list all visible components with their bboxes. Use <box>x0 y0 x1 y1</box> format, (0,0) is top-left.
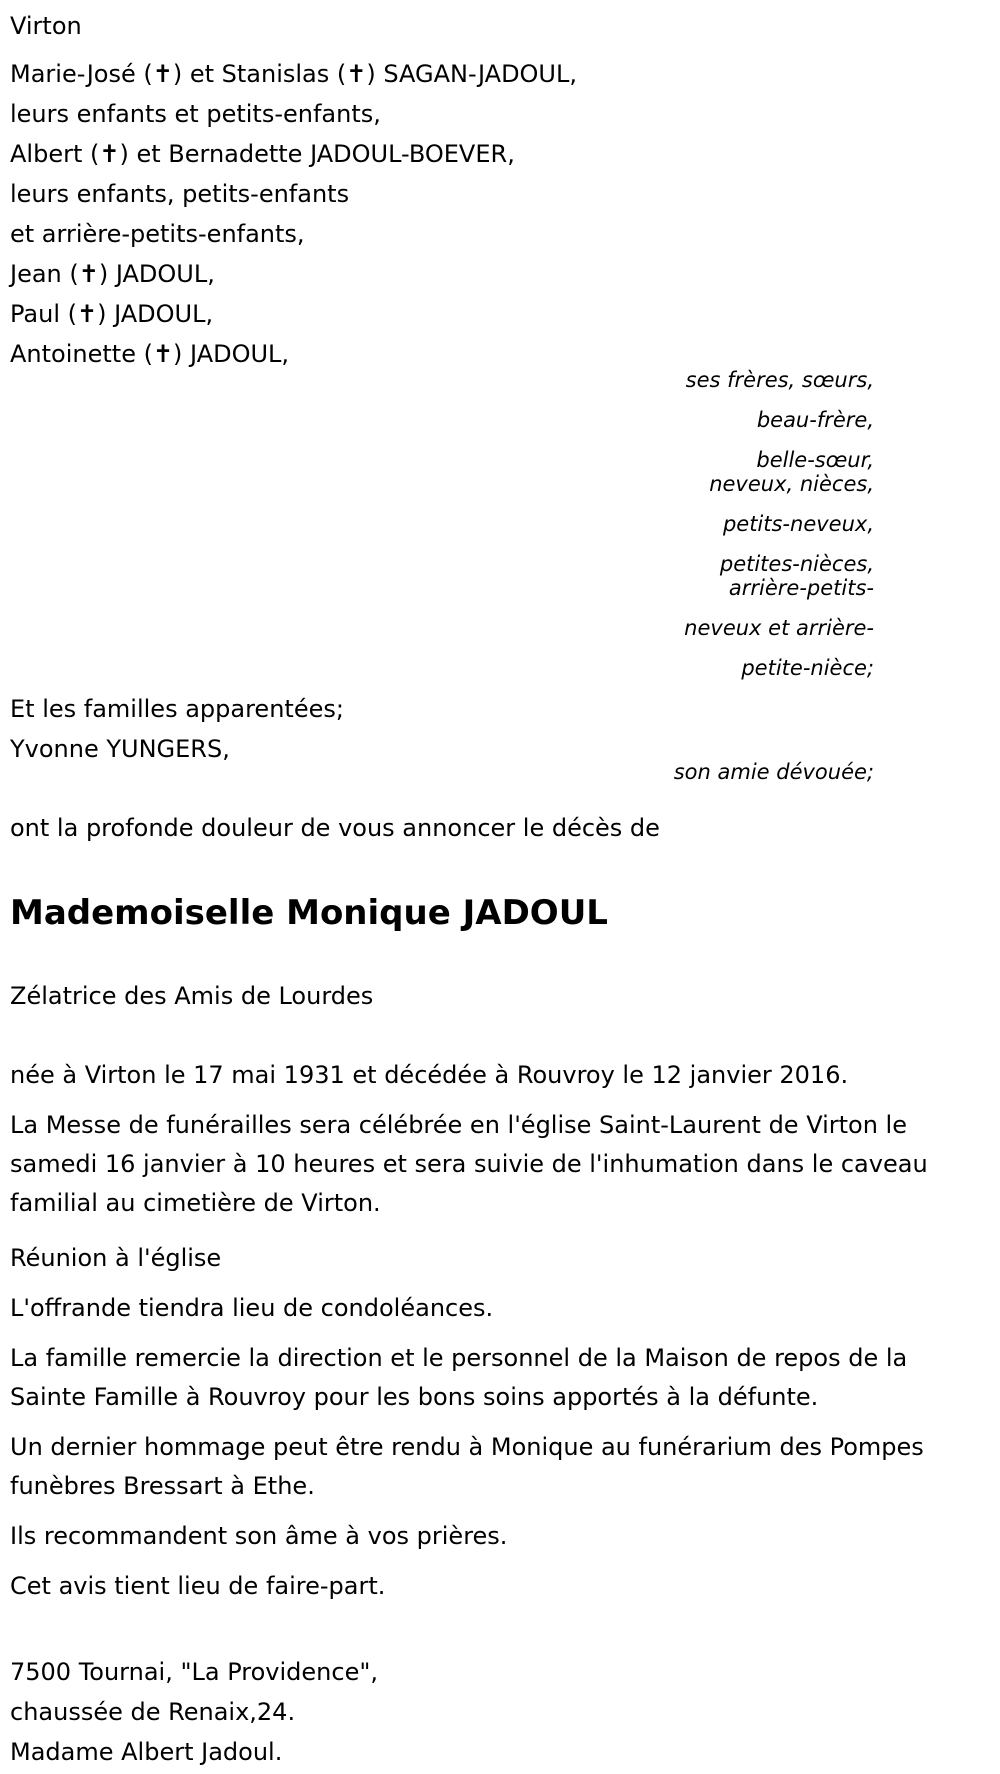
friend-relation: son amie dévouée; <box>673 760 874 784</box>
notice-paragraph: Cet avis tient lieu de faire-part. <box>10 1572 386 1600</box>
offering-paragraph: L'offrande tiendra lieu de condoléances. <box>10 1294 494 1322</box>
family-line: leurs enfants et petits-enfants, <box>10 100 381 128</box>
tribute-paragraph: Un dernier hommage peut être rendu à Monique au funérarium des Pompes funèbres Bressart à Ethe. <box>10 1433 924 1500</box>
relation-line: petite-nièce; <box>741 656 874 680</box>
friend-name: Yvonne YUNGERS, <box>10 735 230 763</box>
extended-family-line: Et les familles apparentées; <box>10 695 344 723</box>
family-line: Albert (✝) et Bernadette JADOUL-BOEVER, <box>10 140 515 168</box>
family-line: Antoinette (✝) JADOUL, <box>10 340 290 368</box>
relation-line: beau-frère, <box>756 408 874 432</box>
announcement-line: ont la profonde douleur de vous annoncer le décès de <box>10 814 660 842</box>
address-line: Madame Albert Jadoul. <box>10 1738 283 1766</box>
prayers-paragraph: Ils recommandent son âme à vos prières. <box>10 1522 508 1550</box>
family-line: Paul (✝) JADOUL, <box>10 300 214 328</box>
address-block <box>10 1652 378 1772</box>
gathering-paragraph: Réunion à l'église <box>10 1244 222 1272</box>
family-line: Jean (✝) JADOUL, <box>10 260 215 288</box>
location-heading: Virton <box>10 12 82 40</box>
relation-line: ses frères, sœurs, <box>685 368 874 392</box>
deceased-role: Zélatrice des Amis de Lourdes <box>10 982 374 1010</box>
address-line: chaussée de Renaix,24. <box>10 1698 296 1726</box>
relation-line: petits-neveux, <box>722 512 874 536</box>
funeral-mass-paragraph: La Messe de funérailles sera célébrée en l'église Saint-Laurent de Virton le samedi 16 janvier à 10 heures et sera suivie de l'inhumation dans le caveau familial au cimetière de Virton. <box>10 1111 928 1217</box>
relation-line: arrière-petits- <box>728 576 874 600</box>
address-line: 7500 Tournai, "La Providence", <box>10 1658 379 1686</box>
relation-line: neveux, nièces, <box>709 472 874 496</box>
family-line: et arrière-petits-enfants, <box>10 220 305 248</box>
relation-line: belle-sœur, <box>756 448 874 472</box>
deceased-name: Mademoiselle Monique JADOUL <box>10 893 608 933</box>
thanks-paragraph: La famille remercie la direction et le personnel de la Maison de repos de la Sainte Famille à Rouvroy pour les bons soins apportés à la défunte. <box>10 1344 908 1411</box>
family-line: Marie-José (✝) et Stanislas (✝) SAGAN-JADOUL, <box>10 60 577 88</box>
relation-line: petites-nièces, <box>719 552 874 576</box>
relation-line: neveux et arrière- <box>684 616 874 640</box>
birth-death-paragraph: née à Virton le 17 mai 1931 et décédée à Rouvroy le 12 janvier 2016. <box>10 1061 849 1089</box>
family-line: leurs enfants, petits-enfants <box>10 180 350 208</box>
